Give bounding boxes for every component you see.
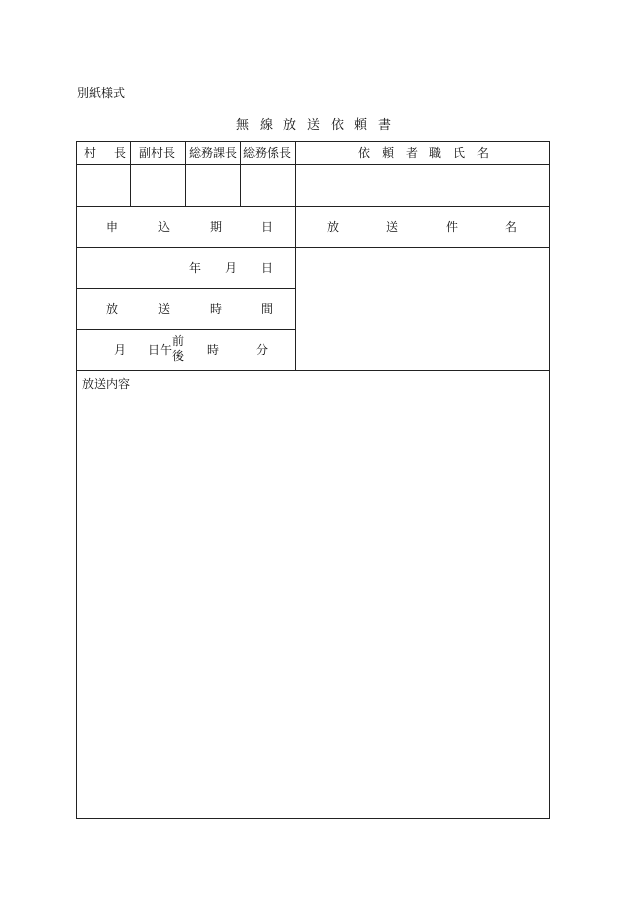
time-day-unit: 日 — [148, 343, 161, 357]
year-unit: 年 — [189, 261, 202, 275]
requester-header-char: 職 — [429, 146, 442, 160]
title-char: 頼 — [354, 118, 368, 133]
village-head-label: 村 — [84, 146, 97, 160]
table-line — [76, 141, 550, 142]
form-label: 別紙様式 — [77, 86, 126, 100]
requester-header-char: 依 — [358, 146, 371, 160]
title-char: 線 — [260, 118, 274, 133]
table-line — [76, 206, 550, 207]
title-char: 依 — [331, 118, 345, 133]
time-minute-unit: 分 — [256, 343, 269, 357]
requester-name-field[interactable] — [296, 165, 549, 206]
requester-header-char: 頼 — [382, 146, 395, 160]
application-date-header-char: 申 — [106, 220, 119, 234]
day-unit: 日 — [261, 261, 274, 275]
village-head-label: 長 — [114, 146, 127, 160]
village-head-stamp-cell[interactable] — [77, 165, 130, 206]
time-month-unit: 月 — [114, 343, 127, 357]
ampm-prefix: 午 — [160, 343, 173, 357]
requester-header-char: 名 — [477, 146, 490, 160]
general-affairs-staff-stamp-cell[interactable] — [241, 165, 295, 206]
deputy-head-label: 副村長 — [139, 146, 176, 160]
broadcast-content-label: 放送内容 — [82, 377, 131, 391]
general-affairs-chief-label: 総務課長 — [189, 146, 238, 160]
broadcast-time-header-char: 時 — [210, 302, 223, 316]
table-line — [76, 288, 295, 289]
broadcast-content-field[interactable] — [77, 394, 549, 817]
broadcast-subject-header-char: 名 — [505, 220, 518, 234]
broadcast-time-header-char: 送 — [158, 302, 171, 316]
requester-header-char: 氏 — [453, 146, 466, 160]
broadcast-subject-header-char: 送 — [386, 220, 399, 234]
requester-header-char: 者 — [406, 146, 419, 160]
broadcast-subject-header-char: 放 — [327, 220, 340, 234]
ampm-top: 前 — [172, 334, 185, 348]
general-affairs-chief-stamp-cell[interactable] — [186, 165, 240, 206]
general-affairs-staff-label: 総務係長 — [243, 146, 292, 160]
title-char: 送 — [307, 118, 321, 133]
broadcast-subject-header-char: 件 — [446, 220, 459, 234]
broadcast-subject-field[interactable] — [296, 248, 549, 370]
title-char: 無 — [236, 118, 250, 133]
application-date-header-char: 期 — [210, 220, 223, 234]
broadcast-time-header-char: 放 — [106, 302, 119, 316]
table-line — [76, 818, 550, 819]
application-date-header-char: 込 — [158, 220, 171, 234]
title-char: 放 — [283, 118, 297, 133]
table-line — [76, 370, 550, 371]
month-unit: 月 — [225, 261, 238, 275]
broadcast-time-header-char: 間 — [261, 302, 274, 316]
application-date-header-char: 日 — [261, 220, 274, 234]
title-char: 書 — [378, 118, 392, 133]
time-hour-unit: 時 — [207, 343, 220, 357]
deputy-head-stamp-cell[interactable] — [131, 165, 185, 206]
table-line — [549, 141, 550, 818]
ampm-bottom: 後 — [172, 349, 185, 363]
